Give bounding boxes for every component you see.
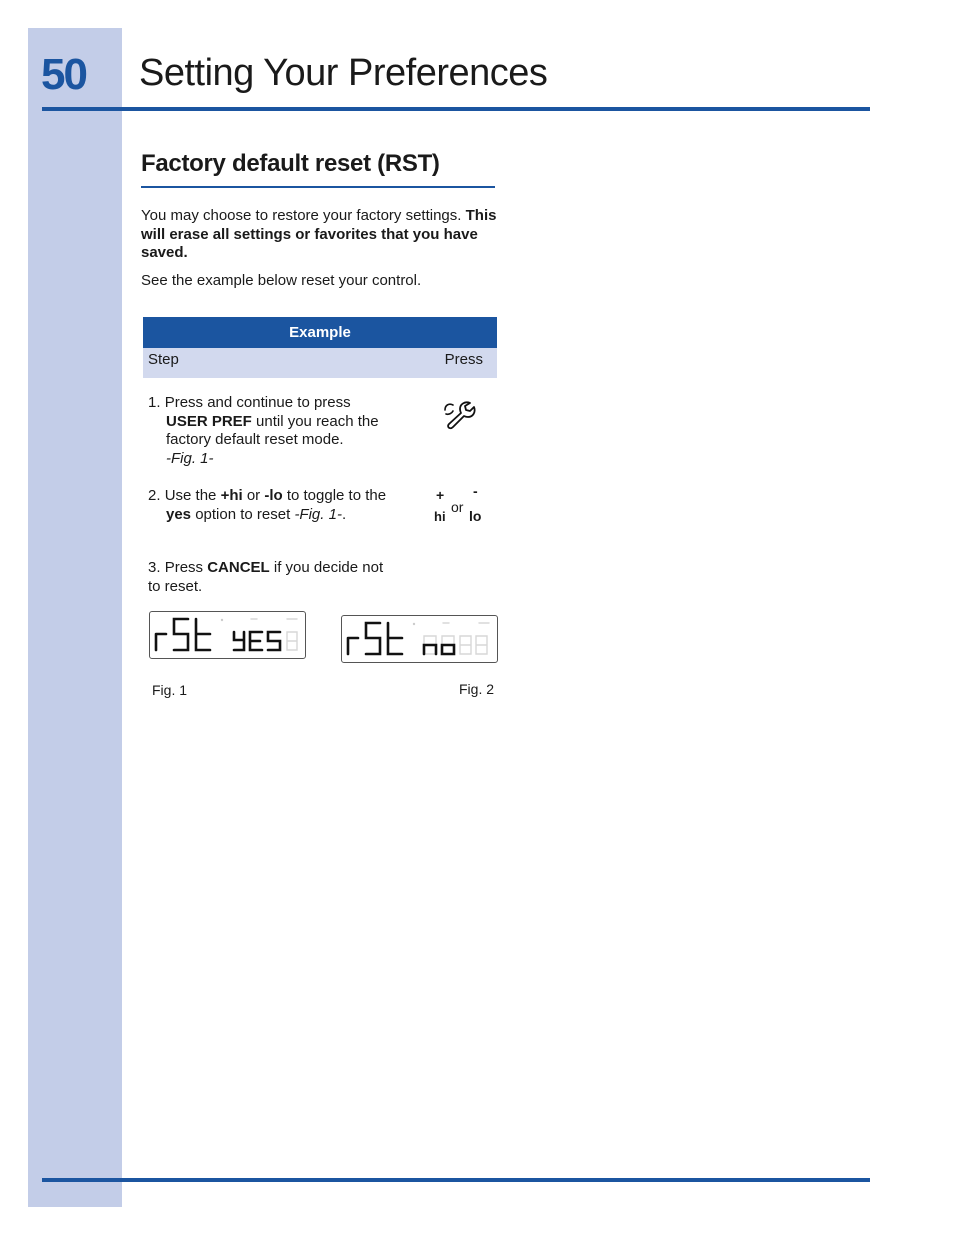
- fig-reference: -Fig. 1-: [166, 449, 214, 467]
- footer-rule: [42, 1178, 870, 1182]
- section-title: Factory default reset (RST): [141, 150, 440, 177]
- cancel-key: CANCEL: [207, 559, 270, 576]
- step-text: Press: [164, 559, 208, 576]
- step-continuation: [283, 487, 386, 504]
- step-3: [148, 559, 398, 596]
- step-text: .: [341, 505, 347, 523]
- minus-symbol: -: [473, 483, 478, 499]
- hi-lo-keys: [432, 485, 488, 529]
- column-press: Press: [444, 351, 483, 368]
- or-label: or: [451, 499, 464, 515]
- hi-key: +hi: [220, 487, 243, 504]
- page-title: Setting Your Preferences: [139, 52, 548, 94]
- fig1-label: Fig. 1: [152, 682, 188, 698]
- page-sidebar: [28, 28, 122, 1207]
- step-text: Press and continue to press: [164, 394, 351, 411]
- step-1: [148, 394, 398, 468]
- step-continuation: [148, 413, 398, 469]
- step-text: or: [242, 487, 265, 504]
- see-example-text: See the example below reset your control.: [141, 272, 422, 289]
- wrench-user-pref-icon: [443, 400, 477, 430]
- page-number: 50: [41, 50, 86, 99]
- fig1-lcd-display: [149, 611, 306, 659]
- step-text: to toggle to the: [282, 487, 387, 504]
- lo-key-label: lo: [469, 508, 482, 524]
- intro-warning-text: This will erase all settings or favorites that you have saved.: [141, 207, 497, 261]
- user-pref-key: USER PREF: [166, 412, 252, 430]
- step-number: 1.: [148, 394, 161, 411]
- step-text: Use the: [164, 487, 221, 504]
- step-text: if you decide not to reset.: [148, 559, 384, 595]
- fig-reference: -Fig. 1-: [294, 505, 342, 523]
- hi-key-label: hi: [434, 509, 446, 524]
- intro-normal-text: You may choose to restore your factory settings.: [141, 207, 462, 224]
- fig2-label: Fig. 2: [459, 681, 495, 697]
- step-text: option to reset: [191, 505, 295, 523]
- step-number: 2.: [148, 487, 161, 504]
- step-2: [148, 487, 398, 524]
- example-table-subheader: [143, 348, 497, 378]
- step-number: 3.: [148, 559, 161, 576]
- fig1-segment-readout: [150, 612, 305, 658]
- example-table-header: Example: [143, 317, 497, 348]
- section-rule: [141, 186, 495, 188]
- fig2-segment-readout: [342, 616, 497, 662]
- fig2-lcd-display: [341, 615, 498, 663]
- header-rule: [42, 107, 870, 111]
- step-text: until you reach the factory default reset mode.: [166, 412, 379, 448]
- intro-paragraph: [141, 207, 501, 263]
- yes-option: yes: [166, 505, 192, 523]
- plus-symbol: +: [436, 487, 445, 503]
- lo-key: -lo: [264, 487, 283, 504]
- column-step: Step: [148, 351, 179, 368]
